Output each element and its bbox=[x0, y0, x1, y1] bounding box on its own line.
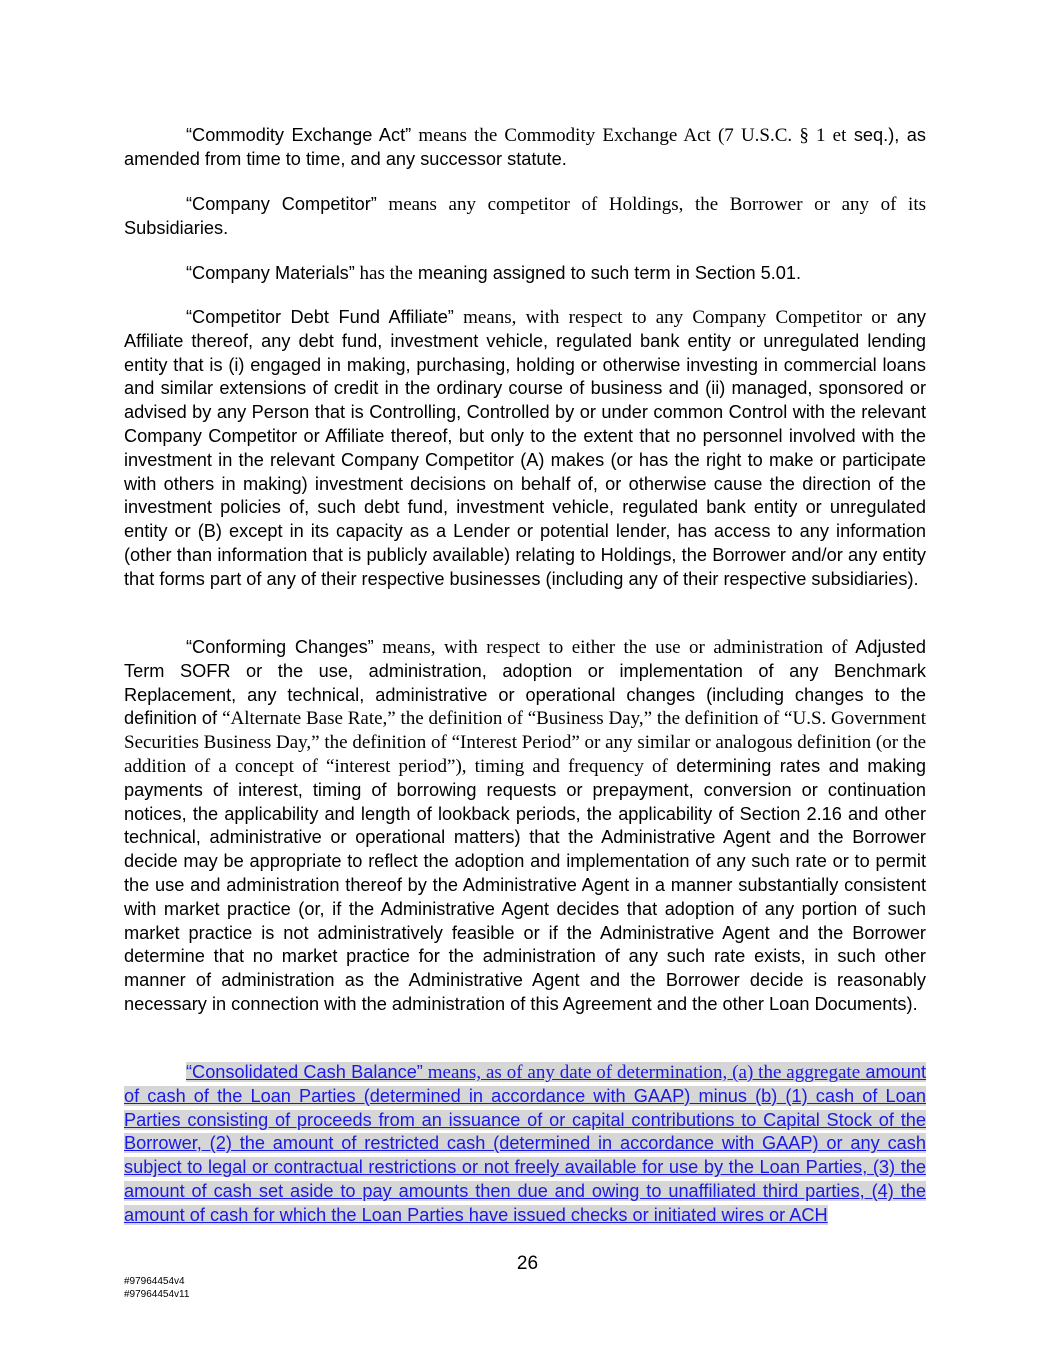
defined-term[interactable]: “Consolidated Cash Balance” bbox=[186, 1062, 423, 1082]
document-id: #97964454v4 bbox=[124, 1276, 185, 1287]
document-id: #97964454v11 bbox=[124, 1289, 190, 1300]
definition-body: any Affiliate thereof, any debt fund, investment vehicle, regulated bank entity or unregulated lending entity that is (i) engaged in making, purchasing, holding or otherwise investing in commercial loans and similar extensions of credit in the ordinary course of business and (ii) managed, sponsored or advised by any Person that is Controlling, Controlled by or under common Control with the relevant Company Competitor or Affiliate thereof, but only to the extent that no personnel involved with the investment in the relevant Company Competitor (A) makes (or has the right to make or participate with others in making) investment decisions on behalf of, or otherwise cause the direction of the investment policies of, such debt fund, investment vehicle, regulated bank entity or unregulated entity or (B) except in its capacity as a Lender or potential lender, has access to any information (other than information that is publicly available) relating to Holdings, the Borrower and/or any entity that forms part of any of their respective businesses (including any of their respective subsidiaries). bbox=[124, 307, 926, 589]
definition-body-serif: “Alternate Base Rate,” the definition of “Business Day,” the definition of “U.S. Government Securities Business Day,” the definition of “Interest Period” or any similar or analogous definition (or the addition of a concept of “interest period”), timing and frequency of bbox=[124, 708, 927, 777]
defined-term: “Commodity Exchange Act” bbox=[186, 125, 412, 145]
definition-intro: means, with respect to any Company Competitor or bbox=[453, 307, 888, 328]
definition-intro[interactable]: means, as of any date of determination, (a) the aggregate bbox=[422, 1062, 861, 1083]
defined-term: “Company Competitor” bbox=[186, 194, 377, 214]
defined-term: “Conforming Changes” bbox=[186, 637, 374, 657]
page-number: 26 bbox=[516, 1253, 539, 1274]
definition-conforming-changes bbox=[124, 636, 926, 1017]
definition-company-competitor bbox=[124, 193, 926, 241]
defined-term: “Company Materials” bbox=[186, 263, 355, 283]
definition-consolidated-cash-balance[interactable] bbox=[124, 1061, 926, 1228]
definition-intro: has the bbox=[354, 263, 413, 284]
definition-intro: means, with respect to either the use or administration of bbox=[373, 637, 848, 658]
definition-intro: means any competitor of Holdings, the Borrower or any of its bbox=[376, 194, 927, 215]
definition-competitor-debt-fund-affiliate bbox=[124, 306, 926, 592]
defined-term: “Competitor Debt Fund Affiliate” bbox=[186, 307, 454, 327]
definition-body-tail: determining rates and making payments of interest, timing of borrowing requests or prepayment, conversion or continuation notices, the applicability and length of lookback periods, the applicability of Section 2.16 and other technical, administrative or operational matters) that the Administrative Agent and the Borrower decide may be appropriate to reflect the adoption and implementation of any such rate or to permit the use and administration thereof by the Administrative Agent in a manner substantially consistent with market practice (or, if the Administrative Agent decides that adoption of any portion of such market practice is not administratively feasible or if the Administrative Agent and the Borrower determine that no market practice for the administration of any such rate exists, in such other manner of administration as the Administrative Agent and the Borrower decide is reasonably necessary in connection with the administration of this Agreement and the other Loan Documents). bbox=[124, 755, 927, 1014]
definition-body: seq.), as amended from time to time, and any successor statute. bbox=[124, 125, 926, 169]
definition-body: Adjusted Term SOFR or the use, administration, adoption or implementation of any Benchmark Replacement, any technical, administrative or operational changes (including changes to the definition of bbox=[124, 637, 927, 729]
definition-intro: means the Commodity Exchange Act (7 U.S.C. § 1 et bbox=[411, 125, 847, 146]
definition-commodity-exchange-act bbox=[124, 124, 926, 172]
definition-company-materials bbox=[124, 262, 926, 286]
definition-body[interactable]: amount of cash of the Loan Parties (determined in accordance with GAAP) minus (b) (1) cash of Loan Parties consisting of proceeds from an issuance of or capital contributions to Capital Stock of the Borrower, (2) the amount of restricted cash (determined in accordance with GAAP) or any cash subject to legal or contractual restrictions or not freely available for use by the Loan Parties, (3) the amount of cash set aside to pay amounts then due and owing to unaffiliated third parties, (4) the amount of cash for which the Loan Parties have issued checks or initiated wires or ACH bbox=[124, 1062, 926, 1225]
definition-body: meaning assigned to such term in Section 5.01. bbox=[412, 263, 802, 283]
definition-body: Subsidiaries. bbox=[124, 217, 229, 238]
